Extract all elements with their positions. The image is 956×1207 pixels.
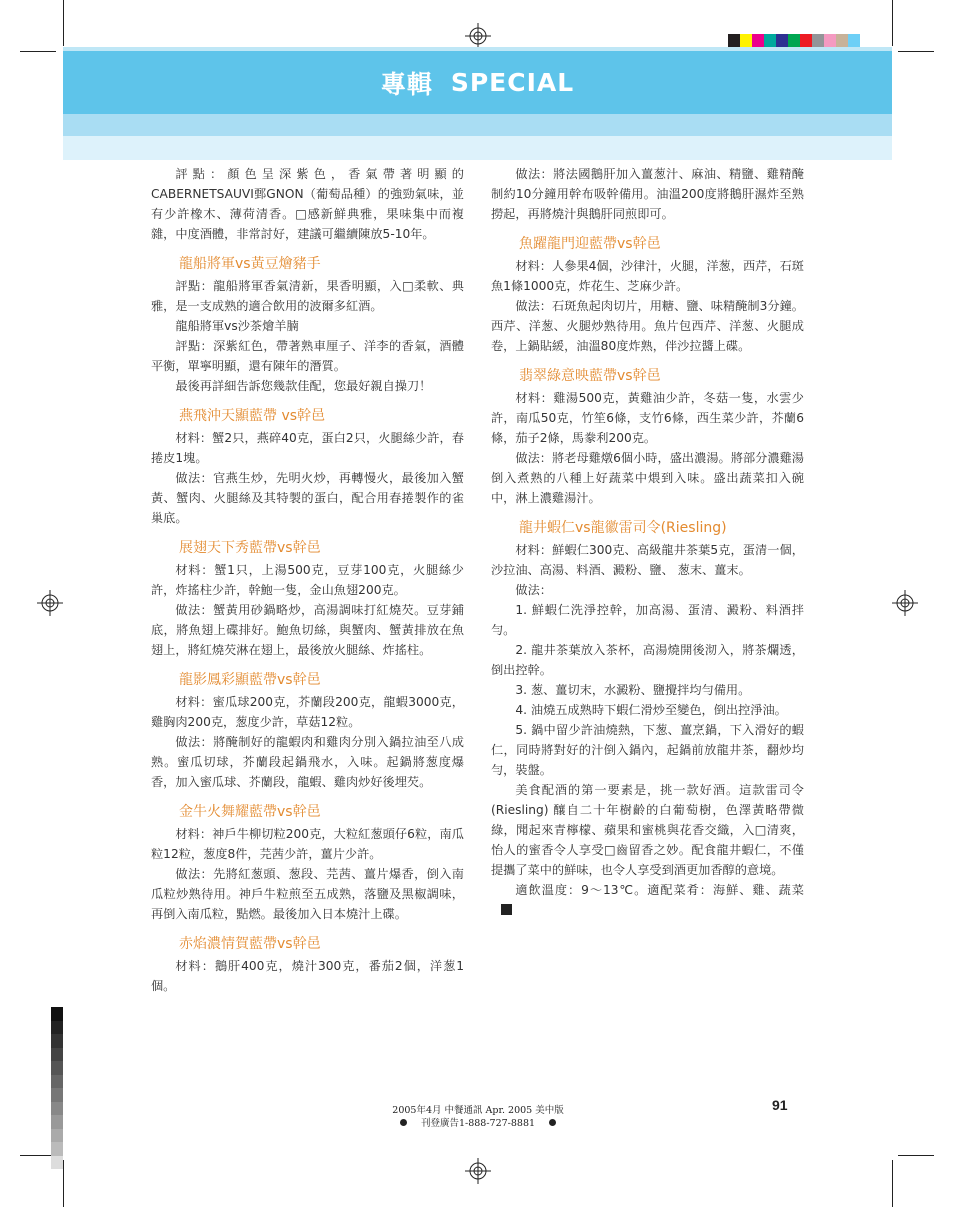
paragraph: 4. 油燒五成熟時下蝦仁滑炒至變色，倒出控淨油。 bbox=[515, 703, 787, 717]
section-title-en: SPECIAL bbox=[450, 68, 575, 97]
gray-swatch bbox=[51, 1021, 63, 1035]
paragraph: 材料：鮮蝦仁300克、高級龍井茶葉5克，蛋清一個，沙拉油、高湯、料酒、澱粉、鹽、 葱末、薑末。 bbox=[491, 543, 804, 577]
gray-swatch bbox=[51, 1129, 63, 1143]
color-calibration-bar bbox=[728, 34, 860, 48]
color-swatch bbox=[788, 34, 800, 48]
paragraph: 2. 龍井茶葉放入茶杯，高湯燒開後沏入，將茶爛透，倒出控幹。 bbox=[491, 643, 804, 677]
paragraph: 做法：將法國鵝肝加入薑葱汁、麻油、精鹽、雞精醃制約10分鐘用幹布吸幹備用。油溫200度將鵝肝濕炸至熟撈起，再將燒汁與鵝肝同煎即可。 bbox=[491, 167, 804, 221]
article-column-left bbox=[151, 164, 464, 996]
paragraph: 材料：人參果4個，沙律汁，火腿，洋葱，西芹，石斑魚1條1000克，炸花生、芝麻少許。 bbox=[491, 259, 804, 293]
paragraph: 材料：蟹2只，燕碎40克，蛋白2只，火腿絲少許，春捲皮1塊。 bbox=[151, 431, 464, 465]
gray-swatch bbox=[51, 1142, 63, 1156]
crop-mark bbox=[20, 51, 56, 52]
bullet-icon bbox=[549, 1119, 556, 1126]
color-swatch bbox=[836, 34, 848, 48]
end-mark-icon bbox=[501, 904, 512, 915]
paragraph: 材料：蟹1只，上湯500克，豆芽100克，火腿絲少許，炸搖柱少許，幹鮑一隻，金山魚翅200克。 bbox=[151, 563, 464, 597]
paragraph: 龍船將軍vs沙茶燴羊腩 bbox=[175, 319, 299, 333]
gray-swatch bbox=[51, 1007, 63, 1021]
color-swatch bbox=[848, 34, 860, 48]
paragraph: 美食配酒的第一要素是，挑一款好酒。這款雷司令(Riesling) 釀自二十年樹齡的白葡萄樹，色澤黃略帶微綠，聞起來青檸檬、蘋果和蜜桃與花香交織，入□清爽，怡人的蜜香令人享受□齒留香之妙。配食龍井蝦仁，不僅提攜了菜中的鮮味，也令人享受到酒更加香醇的意境。 bbox=[491, 783, 804, 877]
registration-mark-icon bbox=[465, 1158, 491, 1184]
paragraph: 5. 鍋中留少許油燒熱，下葱、薑烹鍋，下入滑好的蝦仁，同時將對好的汁倒入鍋內，起鍋前放龍井茶，翻炒均勻，裝盤。 bbox=[491, 723, 804, 777]
color-swatch bbox=[764, 34, 776, 48]
paragraph: 做法：蟹黃用砂鍋略炒，高湯調味打紅燒芡。豆芽鋪底，將魚翅上碟排好。鮑魚切絲，與蟹肉、蟹黃排放在魚翅上，將紅燒芡淋在翅上，最後放火腿絲、炸搖柱。 bbox=[151, 603, 464, 657]
paragraph: 做法：先將紅葱頭、葱段、芫茜、薑片爆香，倒入南瓜粒炒熟待用。神戶牛粒煎至五成熟，落鹽及黑椒調味，再倒入南瓜粒，點燃。最後加入日本燒汁上碟。 bbox=[151, 867, 464, 921]
paragraph: 做法：將醃制好的龍蝦肉和雞肉分別入鍋拉油至八成熟。蜜瓜切球，芥蘭段起鍋飛水，入味。起鍋將葱度爆香，加入蜜瓜球、芥蘭段，龍蝦、雞肉炒好後埋芡。 bbox=[151, 735, 464, 789]
color-swatch bbox=[800, 34, 812, 48]
paragraph: 3. 葱、薑切末，水澱粉、鹽攪拌均勻備用。 bbox=[515, 683, 751, 697]
crop-mark bbox=[892, 0, 893, 46]
color-swatch bbox=[752, 34, 764, 48]
paragraph: 材料：神戶牛柳切粒200克，大粒紅葱頭仔6粒，南瓜粒12粒，葱度8件，芫茜少許，薑片少許。 bbox=[151, 827, 464, 861]
registration-mark-icon bbox=[37, 590, 63, 616]
article-column-right bbox=[491, 164, 804, 920]
paragraph: 材料：雞湯500克，黃雞油少許，冬菇一隻，水雲少許，南瓜50克，竹笙6條，支竹6條，西生菜少許，芥蘭6條，茄子2條，馬豢利200克。 bbox=[491, 391, 804, 445]
paragraph: 1. 鮮蝦仁洗淨控幹，加高湯、蛋清、澱粉、料酒拌勻。 bbox=[491, 603, 804, 637]
gray-swatch bbox=[51, 1115, 63, 1129]
paragraph-last bbox=[491, 880, 804, 920]
header-band-secondary bbox=[63, 114, 892, 136]
color-swatch bbox=[776, 34, 788, 48]
paragraph: 做法：將老母雞燉6個小時，盛出濃湯。將部分濃雞湯倒入煮熟的八種上好蔬菜中煨到入味。盛出蔬菜扣入碗中，淋上濃雞湯汁。 bbox=[491, 451, 804, 505]
section-title bbox=[63, 51, 892, 114]
color-swatch bbox=[812, 34, 824, 48]
section-title-zh: 專輯 bbox=[380, 69, 433, 99]
gray-swatch bbox=[51, 1088, 63, 1102]
recipe-heading: 燕飛沖天顯藍帶 vs幹邑 bbox=[179, 408, 326, 424]
gray-swatch bbox=[51, 1102, 63, 1116]
recipe-heading: 翡翠綠意映藍帶vs幹邑 bbox=[519, 368, 661, 384]
header-band-tertiary bbox=[63, 136, 892, 160]
gray-swatch bbox=[51, 1156, 63, 1170]
registration-mark-icon bbox=[465, 23, 491, 49]
footer bbox=[300, 1104, 656, 1130]
paragraph: 最後再詳細告訴您幾款佳配，您最好親自操刀！ bbox=[175, 379, 432, 393]
color-swatch bbox=[728, 34, 740, 48]
recipe-heading: 龍井蝦仁vs龍徽雷司令(Riesling) bbox=[519, 520, 727, 536]
crop-mark bbox=[898, 51, 934, 52]
paragraph: 評點：龍船將軍香氣清新，果香明顯，入□柔軟、典雅，是一支成熟的適合飲用的波爾多紅酒。 bbox=[151, 279, 464, 313]
recipe-heading: 赤焰濃情賀藍帶vs幹邑 bbox=[179, 936, 321, 952]
gray-swatch bbox=[51, 1061, 63, 1075]
serving-note: 適飲溫度：9～13℃。適配菜肴：海鮮、雞、蔬菜 bbox=[515, 883, 804, 897]
paragraph: 材料：蜜瓜球200克，芥蘭段200克，龍蝦3000克，雞胸肉200克，葱度少許，草菇12粒。 bbox=[151, 695, 464, 729]
paragraph: 評點：顏色呈深紫色，香氣帶著明顯的CABERNETSAUVI鄄GNON（葡萄品種）的強勁氣味，並有少許橡木、薄荷清香。□感新鮮典雅，果味集中而複雜，中度酒體，非常討好，建議可繼續陳放5-10年。 bbox=[151, 167, 464, 241]
grayscale-calibration-bar bbox=[51, 1007, 63, 1169]
recipe-heading: 金牛火舞耀藍帶vs幹邑 bbox=[179, 804, 321, 820]
gray-swatch bbox=[51, 1075, 63, 1089]
crop-mark bbox=[892, 1160, 893, 1207]
paragraph: 做法：石斑魚起肉切片，用糖、鹽、味精醃制3分鐘。西芹、洋葱、火腿炒熟待用。魚片包西芹、洋葱、火腿成卷，上鍋貼緩，油溫80度炸熟，伴沙拉醬上碟。 bbox=[491, 299, 804, 353]
recipe-heading: 龍影鳳彩顯藍帶vs幹邑 bbox=[179, 672, 321, 688]
crop-mark bbox=[63, 0, 64, 46]
paragraph: 做法：官燕生炒，先明火炒，再轉慢火，最後加入蟹黃、蟹肉、火腿絲及其特製的蛋白，配合用春捲製作的雀巢底。 bbox=[151, 471, 464, 525]
recipe-heading: 魚躍龍門迎藍帶vs幹邑 bbox=[519, 236, 661, 252]
paragraph: 評點：深紫紅色，帶著熟車厘子、洋李的香氣，酒體平衡，單寧明顯，還有陳年的潛質。 bbox=[151, 339, 464, 373]
color-swatch bbox=[824, 34, 836, 48]
gray-swatch bbox=[51, 1034, 63, 1048]
paragraph: 材料：鵝肝400克，燒汁300克，番茄2個，洋葱1個。 bbox=[151, 959, 464, 993]
footer-phone: 刊登廣告1-888-727-8881 bbox=[420, 1118, 536, 1129]
page-number: 91 bbox=[772, 1097, 788, 1113]
recipe-heading: 展翅天下秀藍帶vs幹邑 bbox=[179, 540, 321, 556]
color-swatch bbox=[740, 34, 752, 48]
footer-ad-line bbox=[300, 1117, 656, 1130]
bullet-icon bbox=[400, 1119, 407, 1126]
crop-mark bbox=[898, 1155, 934, 1156]
gray-swatch bbox=[51, 1048, 63, 1062]
recipe-heading: 龍船將軍vs黃豆燴豬手 bbox=[179, 256, 321, 272]
registration-mark-icon bbox=[892, 590, 918, 616]
crop-mark bbox=[63, 1160, 64, 1207]
paragraph: 做法： bbox=[515, 583, 552, 597]
footer-issue: 2005年4月 中餐通訊 Apr. 2005 美中版 bbox=[392, 1105, 564, 1116]
